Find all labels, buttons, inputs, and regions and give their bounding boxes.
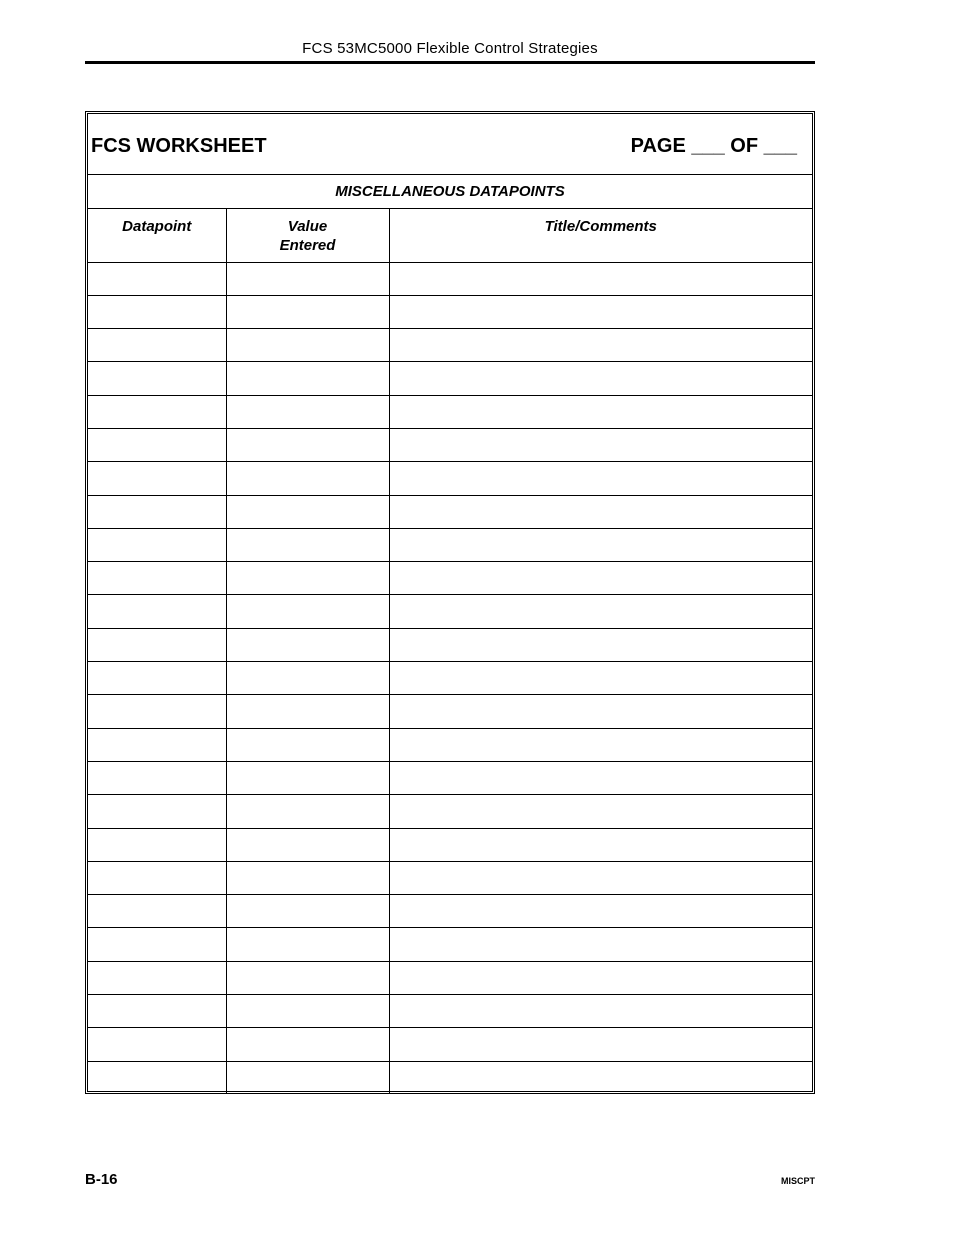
table-row: [88, 428, 812, 461]
cell-datapoint[interactable]: [88, 961, 226, 994]
cell-datapoint[interactable]: [88, 428, 226, 461]
section-title: MISCELLANEOUS DATAPOINTS: [88, 175, 812, 209]
cell-value-entered[interactable]: [226, 895, 389, 928]
cell-value-entered[interactable]: [226, 861, 389, 894]
worksheet-form: [85, 111, 815, 1094]
column-header-title-comments: [389, 209, 812, 262]
cell-datapoint[interactable]: [88, 728, 226, 761]
cell-title-comments[interactable]: [389, 395, 812, 428]
cell-value-entered[interactable]: [226, 395, 389, 428]
page-number: B-16: [85, 1171, 118, 1188]
cell-value-entered[interactable]: [226, 761, 389, 794]
table-row: [88, 295, 812, 328]
cell-title-comments[interactable]: [389, 828, 812, 861]
cell-datapoint[interactable]: [88, 995, 226, 1028]
footer-code: MISCPT: [780, 1176, 815, 1186]
cell-value-entered[interactable]: [226, 928, 389, 961]
table-row: [88, 528, 812, 561]
cell-datapoint[interactable]: [88, 295, 226, 328]
table-row: [88, 1061, 812, 1094]
cell-title-comments[interactable]: [389, 1061, 812, 1094]
cell-datapoint[interactable]: [88, 628, 226, 661]
table-row: [88, 928, 812, 961]
table-row: [88, 329, 812, 362]
cell-datapoint[interactable]: [88, 662, 226, 695]
cell-value-entered[interactable]: [226, 462, 389, 495]
cell-datapoint[interactable]: [88, 595, 226, 628]
table-row: [88, 895, 812, 928]
table-row: [88, 595, 812, 628]
table-body: [88, 262, 812, 1094]
cell-datapoint[interactable]: [88, 928, 226, 961]
table-header-row: [88, 209, 812, 262]
cell-datapoint[interactable]: [88, 562, 226, 595]
column-header-label: Value Entered: [279, 218, 336, 254]
cell-value-entered[interactable]: [226, 728, 389, 761]
cell-datapoint[interactable]: [88, 395, 226, 428]
cell-title-comments[interactable]: [389, 562, 812, 595]
cell-datapoint[interactable]: [88, 695, 226, 728]
cell-value-entered[interactable]: [226, 995, 389, 1028]
cell-value-entered[interactable]: [226, 562, 389, 595]
table-row: [88, 1028, 812, 1061]
column-header-value-entered: [226, 209, 389, 262]
cell-datapoint[interactable]: [88, 462, 226, 495]
table-row: [88, 695, 812, 728]
cell-datapoint[interactable]: [88, 528, 226, 561]
cell-title-comments[interactable]: [389, 495, 812, 528]
cell-value-entered[interactable]: [226, 662, 389, 695]
cell-title-comments[interactable]: [389, 628, 812, 661]
table-row: [88, 495, 812, 528]
table-row: [88, 861, 812, 894]
cell-title-comments[interactable]: [389, 961, 812, 994]
column-header-label: Title/Comments: [544, 218, 657, 235]
cell-datapoint[interactable]: [88, 262, 226, 295]
cell-value-entered[interactable]: [226, 595, 389, 628]
table-row: [88, 562, 812, 595]
cell-title-comments[interactable]: [389, 362, 812, 395]
table-row: [88, 961, 812, 994]
cell-datapoint[interactable]: [88, 362, 226, 395]
table-row: [88, 462, 812, 495]
cell-value-entered[interactable]: [226, 628, 389, 661]
cell-datapoint[interactable]: [88, 795, 226, 828]
cell-value-entered[interactable]: [226, 329, 389, 362]
cell-title-comments[interactable]: [389, 595, 812, 628]
table-row: [88, 795, 812, 828]
table-row: [88, 362, 812, 395]
cell-value-entered[interactable]: [226, 828, 389, 861]
cell-datapoint[interactable]: [88, 1028, 226, 1061]
datapoint-table: [88, 209, 812, 1094]
cell-value-entered[interactable]: [226, 1061, 389, 1094]
table-row: [88, 262, 812, 295]
table-row: [88, 828, 812, 861]
table-row: [88, 995, 812, 1028]
cell-value-entered[interactable]: [226, 961, 389, 994]
cell-datapoint[interactable]: [88, 895, 226, 928]
cell-title-comments[interactable]: [389, 928, 812, 961]
cell-title-comments[interactable]: [389, 462, 812, 495]
cell-title-comments[interactable]: [389, 728, 812, 761]
column-header-label: Datapoint: [122, 218, 192, 235]
column-header-datapoint: [88, 209, 226, 262]
cell-title-comments[interactable]: [389, 528, 812, 561]
header-rule: [85, 61, 815, 64]
worksheet-title: FCS WORKSHEET: [91, 135, 267, 157]
cell-value-entered[interactable]: [226, 362, 389, 395]
table-row: [88, 761, 812, 794]
cell-datapoint[interactable]: [88, 861, 226, 894]
cell-value-entered[interactable]: [226, 262, 389, 295]
cell-value-entered[interactable]: [226, 295, 389, 328]
cell-title-comments[interactable]: [389, 861, 812, 894]
cell-title-comments[interactable]: [389, 695, 812, 728]
cell-title-comments[interactable]: [389, 761, 812, 794]
cell-title-comments[interactable]: [389, 428, 812, 461]
cell-title-comments[interactable]: [389, 295, 812, 328]
worksheet-page-label: PAGE ___ OF ___: [630, 135, 797, 157]
cell-title-comments[interactable]: [389, 995, 812, 1028]
cell-title-comments[interactable]: [389, 1028, 812, 1061]
cell-value-entered[interactable]: [226, 1028, 389, 1061]
table-row: [88, 628, 812, 661]
cell-datapoint[interactable]: [88, 329, 226, 362]
cell-title-comments[interactable]: [389, 895, 812, 928]
table-row: [88, 395, 812, 428]
table-row: [88, 728, 812, 761]
cell-title-comments[interactable]: [389, 795, 812, 828]
cell-value-entered[interactable]: [226, 695, 389, 728]
worksheet-title-row: [88, 114, 812, 175]
cell-datapoint[interactable]: [88, 761, 226, 794]
cell-datapoint[interactable]: [88, 495, 226, 528]
cell-datapoint[interactable]: [88, 1061, 226, 1094]
cell-title-comments[interactable]: [389, 262, 812, 295]
cell-value-entered[interactable]: [226, 495, 389, 528]
cell-value-entered[interactable]: [226, 528, 389, 561]
running-header-title: FCS 53MC5000 Flexible Control Strategies: [302, 40, 598, 57]
cell-title-comments[interactable]: [389, 662, 812, 695]
cell-datapoint[interactable]: [88, 828, 226, 861]
table-row: [88, 662, 812, 695]
cell-value-entered[interactable]: [226, 428, 389, 461]
cell-value-entered[interactable]: [226, 795, 389, 828]
cell-title-comments[interactable]: [389, 329, 812, 362]
